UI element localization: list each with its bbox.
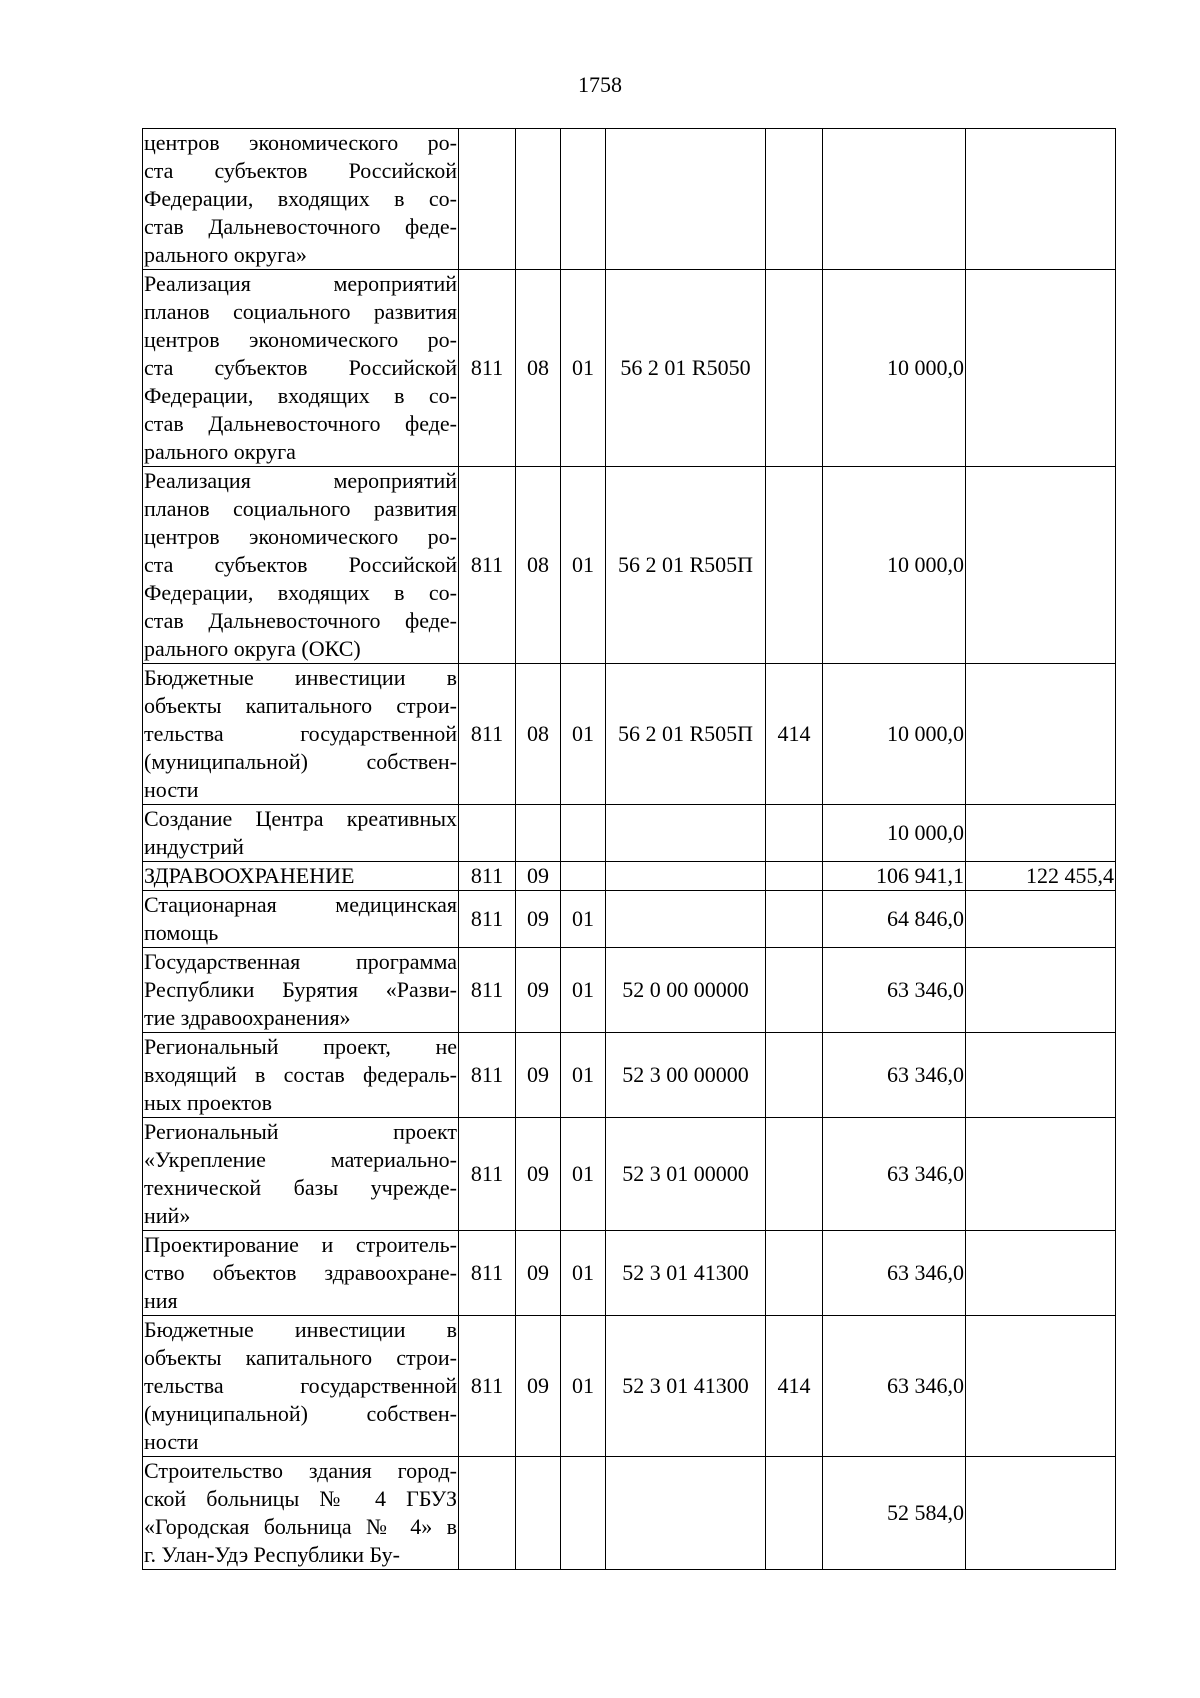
description-line: ЗДРАВООХРАНЕНИЕ: [144, 863, 355, 888]
target-article-cell: 52 3 01 00000: [606, 1118, 766, 1231]
description-line: центров экономического ро-: [144, 327, 457, 352]
description-line: Создание Центра креативных: [144, 806, 457, 831]
expense-type-cell: 414: [766, 664, 823, 805]
subsection-code-cell: [561, 129, 606, 270]
table-row: [143, 467, 1116, 664]
description-line: став Дальневосточного феде-: [144, 411, 457, 436]
amount-second-cell: [966, 1118, 1116, 1231]
expense-type-cell: [766, 862, 823, 891]
amount-cell: 10 000,0: [823, 270, 966, 467]
description-line: технической базы учрежде-: [144, 1175, 457, 1200]
subsection-code-cell: [561, 862, 606, 891]
amount-second-cell: [966, 1457, 1116, 1570]
description-line: планов социального развития: [144, 299, 457, 324]
description-line: объекты капитального строи-: [144, 1345, 457, 1370]
target-article-cell: 52 3 01 41300: [606, 1231, 766, 1316]
section-code-cell: 09: [516, 1033, 561, 1118]
description-line: г. Улан-Удэ Республики Бу-: [144, 1542, 400, 1567]
description-cell: [143, 1033, 459, 1118]
table-row: [143, 1033, 1116, 1118]
amount-cell: [823, 129, 966, 270]
amount-cell: 52 584,0: [823, 1457, 966, 1570]
admin-code-cell: 811: [459, 1033, 516, 1118]
amount-cell: 10 000,0: [823, 805, 966, 862]
description-line: Проектирование и строитель-: [144, 1232, 457, 1257]
target-article-cell: [606, 891, 766, 948]
admin-code-cell: [459, 1457, 516, 1570]
description-line: «Городская больница № 4» в: [144, 1514, 457, 1539]
description-cell: [143, 1316, 459, 1457]
table-row: [143, 129, 1116, 270]
section-code-cell: 09: [516, 1316, 561, 1457]
description-line: рального округа»: [144, 242, 307, 267]
description-line: планов социального развития: [144, 496, 457, 521]
description-line: Бюджетные инвестиции в: [144, 1317, 457, 1342]
table-body: [143, 129, 1116, 1570]
description-line: Бюджетные инвестиции в: [144, 665, 457, 690]
subsection-code-cell: 01: [561, 1118, 606, 1231]
table-row: [143, 891, 1116, 948]
amount-second-cell: [966, 948, 1116, 1033]
description-cell: [143, 270, 459, 467]
amount-second-cell: [966, 270, 1116, 467]
budget-table: [142, 128, 1116, 1570]
description-line: став Дальневосточного феде-: [144, 608, 457, 633]
description-line: ния: [144, 1288, 178, 1313]
expense-type-cell: [766, 1118, 823, 1231]
description-line: индустрий: [144, 834, 244, 859]
amount-cell: 63 346,0: [823, 1033, 966, 1118]
table-row: [143, 270, 1116, 467]
target-article-cell: 52 3 00 00000: [606, 1033, 766, 1118]
admin-code-cell: 811: [459, 467, 516, 664]
description-cell: [143, 129, 459, 270]
description-cell: [143, 891, 459, 948]
description-line: ста субъектов Российской: [144, 355, 457, 380]
amount-cell: 64 846,0: [823, 891, 966, 948]
description-line: «Укрепление материально-: [144, 1147, 457, 1172]
expense-type-cell: [766, 891, 823, 948]
description-cell: [143, 467, 459, 664]
description-line: центров экономического ро-: [144, 524, 457, 549]
description-line: Государственная программа: [144, 949, 457, 974]
amount-second-cell: [966, 467, 1116, 664]
amount-second-cell: [966, 891, 1116, 948]
amount-second-cell: [966, 805, 1116, 862]
description-line: объекты капитального строи-: [144, 693, 457, 718]
description-line: Региональный проект, не: [144, 1034, 457, 1059]
target-article-cell: 56 2 01 R5050: [606, 270, 766, 467]
page-number: 1758: [578, 72, 622, 97]
section-code-cell: 09: [516, 891, 561, 948]
description-line: тельства государственной: [144, 1373, 457, 1398]
admin-code-cell: [459, 129, 516, 270]
description-line: помощь: [144, 920, 219, 945]
description-line: ста субъектов Российской: [144, 552, 457, 577]
subsection-code-cell: 01: [561, 270, 606, 467]
amount-cell: 63 346,0: [823, 1231, 966, 1316]
subsection-code-cell: [561, 805, 606, 862]
description-cell: [143, 805, 459, 862]
target-article-cell: [606, 129, 766, 270]
admin-code-cell: 811: [459, 948, 516, 1033]
section-code-cell: [516, 1457, 561, 1570]
admin-code-cell: 811: [459, 1316, 516, 1457]
amount-cell: 106 941,1: [823, 862, 966, 891]
section-code-cell: 09: [516, 948, 561, 1033]
table-row: [143, 1457, 1116, 1570]
section-code-cell: 09: [516, 862, 561, 891]
table-row: [143, 805, 1116, 862]
subsection-code-cell: 01: [561, 1033, 606, 1118]
description-line: ской больницы № 4 ГБУЗ: [144, 1486, 457, 1511]
subsection-code-cell: 01: [561, 1316, 606, 1457]
subsection-code-cell: 01: [561, 1231, 606, 1316]
description-line: став Дальневосточного феде-: [144, 214, 457, 239]
description-line: тие здравоохранения»: [144, 1005, 351, 1030]
target-article-cell: [606, 1457, 766, 1570]
description-line: Федерации, входящих в со-: [144, 383, 457, 408]
subsection-code-cell: 01: [561, 948, 606, 1033]
table-row: [143, 1316, 1116, 1457]
target-article-cell: 52 0 00 00000: [606, 948, 766, 1033]
section-code-cell: [516, 805, 561, 862]
expense-type-cell: [766, 129, 823, 270]
admin-code-cell: 811: [459, 862, 516, 891]
description-line: ство объектов здравоохране-: [144, 1260, 457, 1285]
section-code-cell: 08: [516, 664, 561, 805]
expense-type-cell: 414: [766, 1316, 823, 1457]
description-line: (муниципальной) собствен-: [144, 1401, 457, 1426]
expense-type-cell: [766, 805, 823, 862]
description-cell: [143, 1118, 459, 1231]
section-code-cell: 08: [516, 467, 561, 664]
expense-type-cell: [766, 1033, 823, 1118]
amount-second-cell: [966, 1033, 1116, 1118]
table-row: [143, 664, 1116, 805]
subsection-code-cell: 01: [561, 664, 606, 805]
description-line: рального округа (ОКС): [144, 636, 361, 661]
admin-code-cell: 811: [459, 1231, 516, 1316]
expense-type-cell: [766, 1231, 823, 1316]
description-line: Федерации, входящих в со-: [144, 580, 457, 605]
amount-cell: 63 346,0: [823, 1118, 966, 1231]
description-cell: [143, 1231, 459, 1316]
description-line: ных проектов: [144, 1090, 272, 1115]
section-code-cell: 08: [516, 270, 561, 467]
amount-second-cell: [966, 664, 1116, 805]
subsection-code-cell: 01: [561, 467, 606, 664]
table-row: [143, 862, 1116, 891]
expense-type-cell: [766, 948, 823, 1033]
description-line: Стационарная медицинская: [144, 892, 457, 917]
amount-second-cell: [966, 1231, 1116, 1316]
description-cell: [143, 1457, 459, 1570]
description-cell: [143, 948, 459, 1033]
description-line: Федерации, входящих в со-: [144, 186, 457, 211]
description-line: входящий в состав федераль-: [144, 1062, 457, 1087]
amount-cell: 10 000,0: [823, 664, 966, 805]
amount-second-cell: [966, 129, 1116, 270]
expense-type-cell: [766, 467, 823, 664]
target-article-cell: 52 3 01 41300: [606, 1316, 766, 1457]
admin-code-cell: 811: [459, 664, 516, 805]
admin-code-cell: [459, 805, 516, 862]
section-code-cell: 09: [516, 1118, 561, 1231]
section-code-cell: 09: [516, 1231, 561, 1316]
description-line: ста субъектов Российской: [144, 158, 457, 183]
admin-code-cell: 811: [459, 1118, 516, 1231]
section-code-cell: [516, 129, 561, 270]
table-row: [143, 948, 1116, 1033]
target-article-cell: 56 2 01 R505П: [606, 664, 766, 805]
description-line: центров экономического ро-: [144, 130, 457, 155]
amount-second-cell: [966, 1316, 1116, 1457]
amount-cell: 10 000,0: [823, 467, 966, 664]
admin-code-cell: 811: [459, 270, 516, 467]
description-line: ности: [144, 1429, 199, 1454]
description-line: тельства государственной: [144, 721, 457, 746]
target-article-cell: [606, 862, 766, 891]
table-row: [143, 1118, 1116, 1231]
amount-cell: 63 346,0: [823, 948, 966, 1033]
description-line: Реализация мероприятий: [144, 468, 457, 493]
description-line: Республики Бурятия «Разви-: [144, 977, 457, 1002]
description-cell: [143, 664, 459, 805]
description-line: (муниципальной) собствен-: [144, 749, 457, 774]
table-row: [143, 1231, 1116, 1316]
amount-cell: 63 346,0: [823, 1316, 966, 1457]
subsection-code-cell: [561, 1457, 606, 1570]
target-article-cell: 56 2 01 R505П: [606, 467, 766, 664]
subsection-code-cell: 01: [561, 891, 606, 948]
description-line: ний»: [144, 1203, 191, 1228]
expense-type-cell: [766, 1457, 823, 1570]
amount-second-cell: 122 455,4: [966, 862, 1116, 891]
target-article-cell: [606, 805, 766, 862]
admin-code-cell: 811: [459, 891, 516, 948]
expense-type-cell: [766, 270, 823, 467]
description-cell: [143, 862, 459, 891]
description-line: Реализация мероприятий: [144, 271, 457, 296]
description-line: ности: [144, 777, 199, 802]
description-line: рального округа: [144, 439, 296, 464]
description-line: Региональный проект: [144, 1119, 457, 1144]
description-line: Строительство здания город-: [144, 1458, 457, 1483]
